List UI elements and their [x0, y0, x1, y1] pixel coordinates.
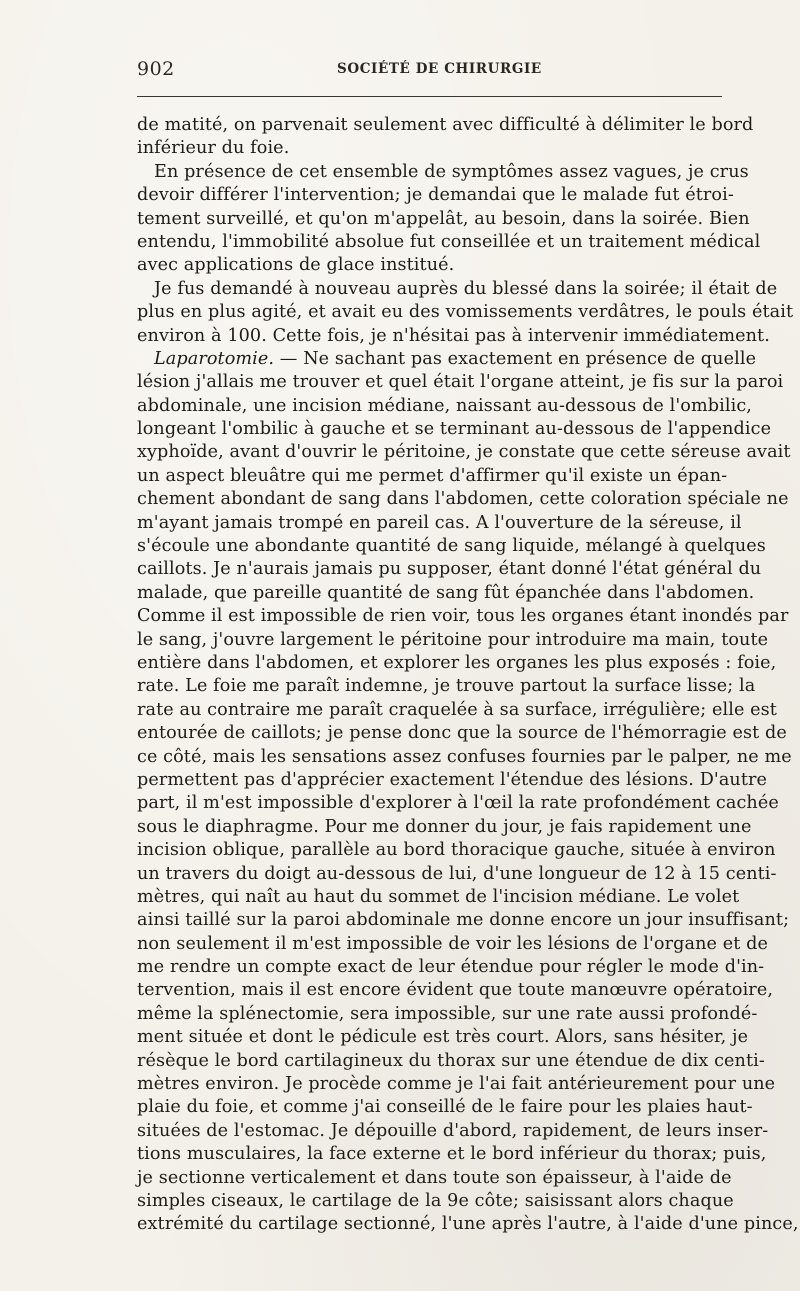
text-line: un aspect bleuâtre qui me permet d'affirmer qu'il existe un épan- — [137, 465, 728, 486]
text-line: plus en plus agité, et avait eu des vomissements verdâtres, le pouls était — [137, 302, 794, 323]
text-line: me rendre un compte exact de leur étendue pour régler le mode d'in- — [137, 957, 765, 978]
text-line: non seulement il m'est impossible de voir les lésions de l'organe et de — [137, 933, 768, 954]
text-line: part, il m'est impossible d'explorer à l'œil la rate profondément cachée — [137, 793, 779, 814]
text-line: avec applications de glace institué. — [137, 255, 455, 276]
text-line: un travers du doigt au-dessous de lui, d'une longueur de 12 à 15 centi- — [137, 863, 777, 884]
text-line: mètres environ. Je procède comme je l'ai fait antérieurement pour une — [137, 1074, 776, 1095]
text-line: Je fus demandé à nouveau auprès du blessé dans la soirée; il était de — [154, 278, 778, 299]
text-line: rate au contraire me paraît craquelée à sa surface, irrégulière; elle est — [137, 699, 777, 720]
text-line: En présence de cet ensemble de symptômes assez vagues, je crus — [154, 161, 749, 182]
body-text — [137, 114, 799, 1237]
text-line: situées de l'estomac. Je dépouille d'abord, rapidement, de leurs inser- — [137, 1120, 769, 1141]
text-line: Laparotomie. — Ne sachant pas exactement en présence de quelle — [154, 348, 757, 369]
text-line: résèque le bord cartilagineux du thorax sur une étendue de dix centi- — [137, 1050, 765, 1071]
text-line: entourée de caillots; je pense donc que la source de l'hémorragie est de — [137, 723, 787, 744]
text-line: ainsi taillé sur la paroi abdominale me donne encore un jour insuffisant; — [137, 910, 790, 931]
text-line: le sang, j'ouvre largement le péritoine pour introduire ma main, toute — [137, 629, 769, 650]
text-line: Comme il est impossible de rien voir, tous les organes étant inondés par — [137, 606, 789, 627]
text-line: malade, que pareille quantité de sang fût épanchée dans l'abdomen. — [137, 582, 755, 603]
text-line: incision oblique, parallèle au bord thoracique gauche, située à environ — [137, 840, 776, 861]
page-number: 902 — [137, 58, 175, 80]
running-head — [137, 58, 722, 84]
text-line: plaie du foie, et comme j'ai conseillé de le faire pour les plaies haut- — [137, 1097, 753, 1118]
text-line: mètres, qui naît au haut du sommet de l'incision médiane. Le volet — [137, 886, 740, 907]
text-line: sous le diaphragme. Pour me donner du jour, je fais rapidement une — [137, 816, 752, 837]
text-line: entendu, l'immobilité absolue fut conseillée et un traitement médical — [137, 231, 761, 252]
text-line: simples ciseaux, le cartilage de la 9e côte; saisissant alors chaque — [137, 1190, 734, 1211]
journal-title: SOCIÉTÉ DE CHIRURGIE — [337, 61, 542, 77]
text-line: s'écoule une abondante quantité de sang liquide, mélangé à quelques — [137, 536, 766, 557]
text-line: chement abondant de sang dans l'abdomen, cette coloration spéciale ne — [137, 489, 789, 510]
text-line: rate. Le foie me paraît indemne, je trouve partout la surface lisse; la — [137, 676, 756, 697]
text-line: tement surveillé, et qu'on m'appelât, au besoin, dans la soirée. Bien — [137, 208, 750, 229]
text-line: entière dans l'abdomen, et explorer les organes les plus exposés : foie, — [137, 652, 777, 673]
header-rule — [137, 96, 722, 97]
section-heading: Laparotomie. — [154, 348, 275, 369]
text-line: même la splénectomie, sera impossible, sur une rate aussi profondé- — [137, 1003, 758, 1024]
text-line: m'ayant jamais trompé en pareil cas. A l'ouverture de la séreuse, il — [137, 512, 742, 533]
text-line: lésion j'allais me trouver et quel était l'organe atteint, je fis sur la paroi — [137, 372, 784, 393]
text-line: abdominale, une incision médiane, naissant au-dessous de l'ombilic, — [137, 395, 752, 416]
text-line: environ à 100. Cette fois, je n'hésitai pas à intervenir immédiatement. — [137, 325, 770, 346]
text-line: caillots. Je n'aurais jamais pu supposer, étant donné l'état général du — [137, 559, 762, 580]
text-line: inférieur du foie. — [137, 138, 290, 159]
text-line: tions musculaires, la face externe et le bord inférieur du thorax; puis, — [137, 1144, 767, 1165]
text-line: ce côté, mais les sensations assez confuses fournies par le palper, ne me — [137, 746, 792, 767]
text-line: devoir différer l'intervention; je demandai que le malade fut étroi- — [137, 185, 734, 206]
text-line: ment située et dont le pédicule est très court. Alors, sans hésiter, je — [137, 1027, 749, 1048]
text-line: permettent pas d'apprécier exactement l'étendue des lésions. D'autre — [137, 769, 768, 790]
text-line: extrémité du cartilage sectionné, l'une après l'autre, à l'aide d'une pince, — [137, 1214, 799, 1235]
text-line: je sectionne verticalement et dans toute son épaisseur, à l'aide de — [137, 1167, 732, 1188]
text-line: longeant l'ombilic à gauche et se terminant au-dessous de l'appendice — [137, 419, 772, 440]
text-line: tervention, mais il est encore évident que toute manœuvre opératoire, — [137, 980, 774, 1001]
text-line: xyphoïde, avant d'ouvrir le péritoine, je constate que cette séreuse avait — [137, 442, 791, 463]
text-line: de matité, on parvenait seulement avec difficulté à délimiter le bord — [137, 115, 754, 135]
